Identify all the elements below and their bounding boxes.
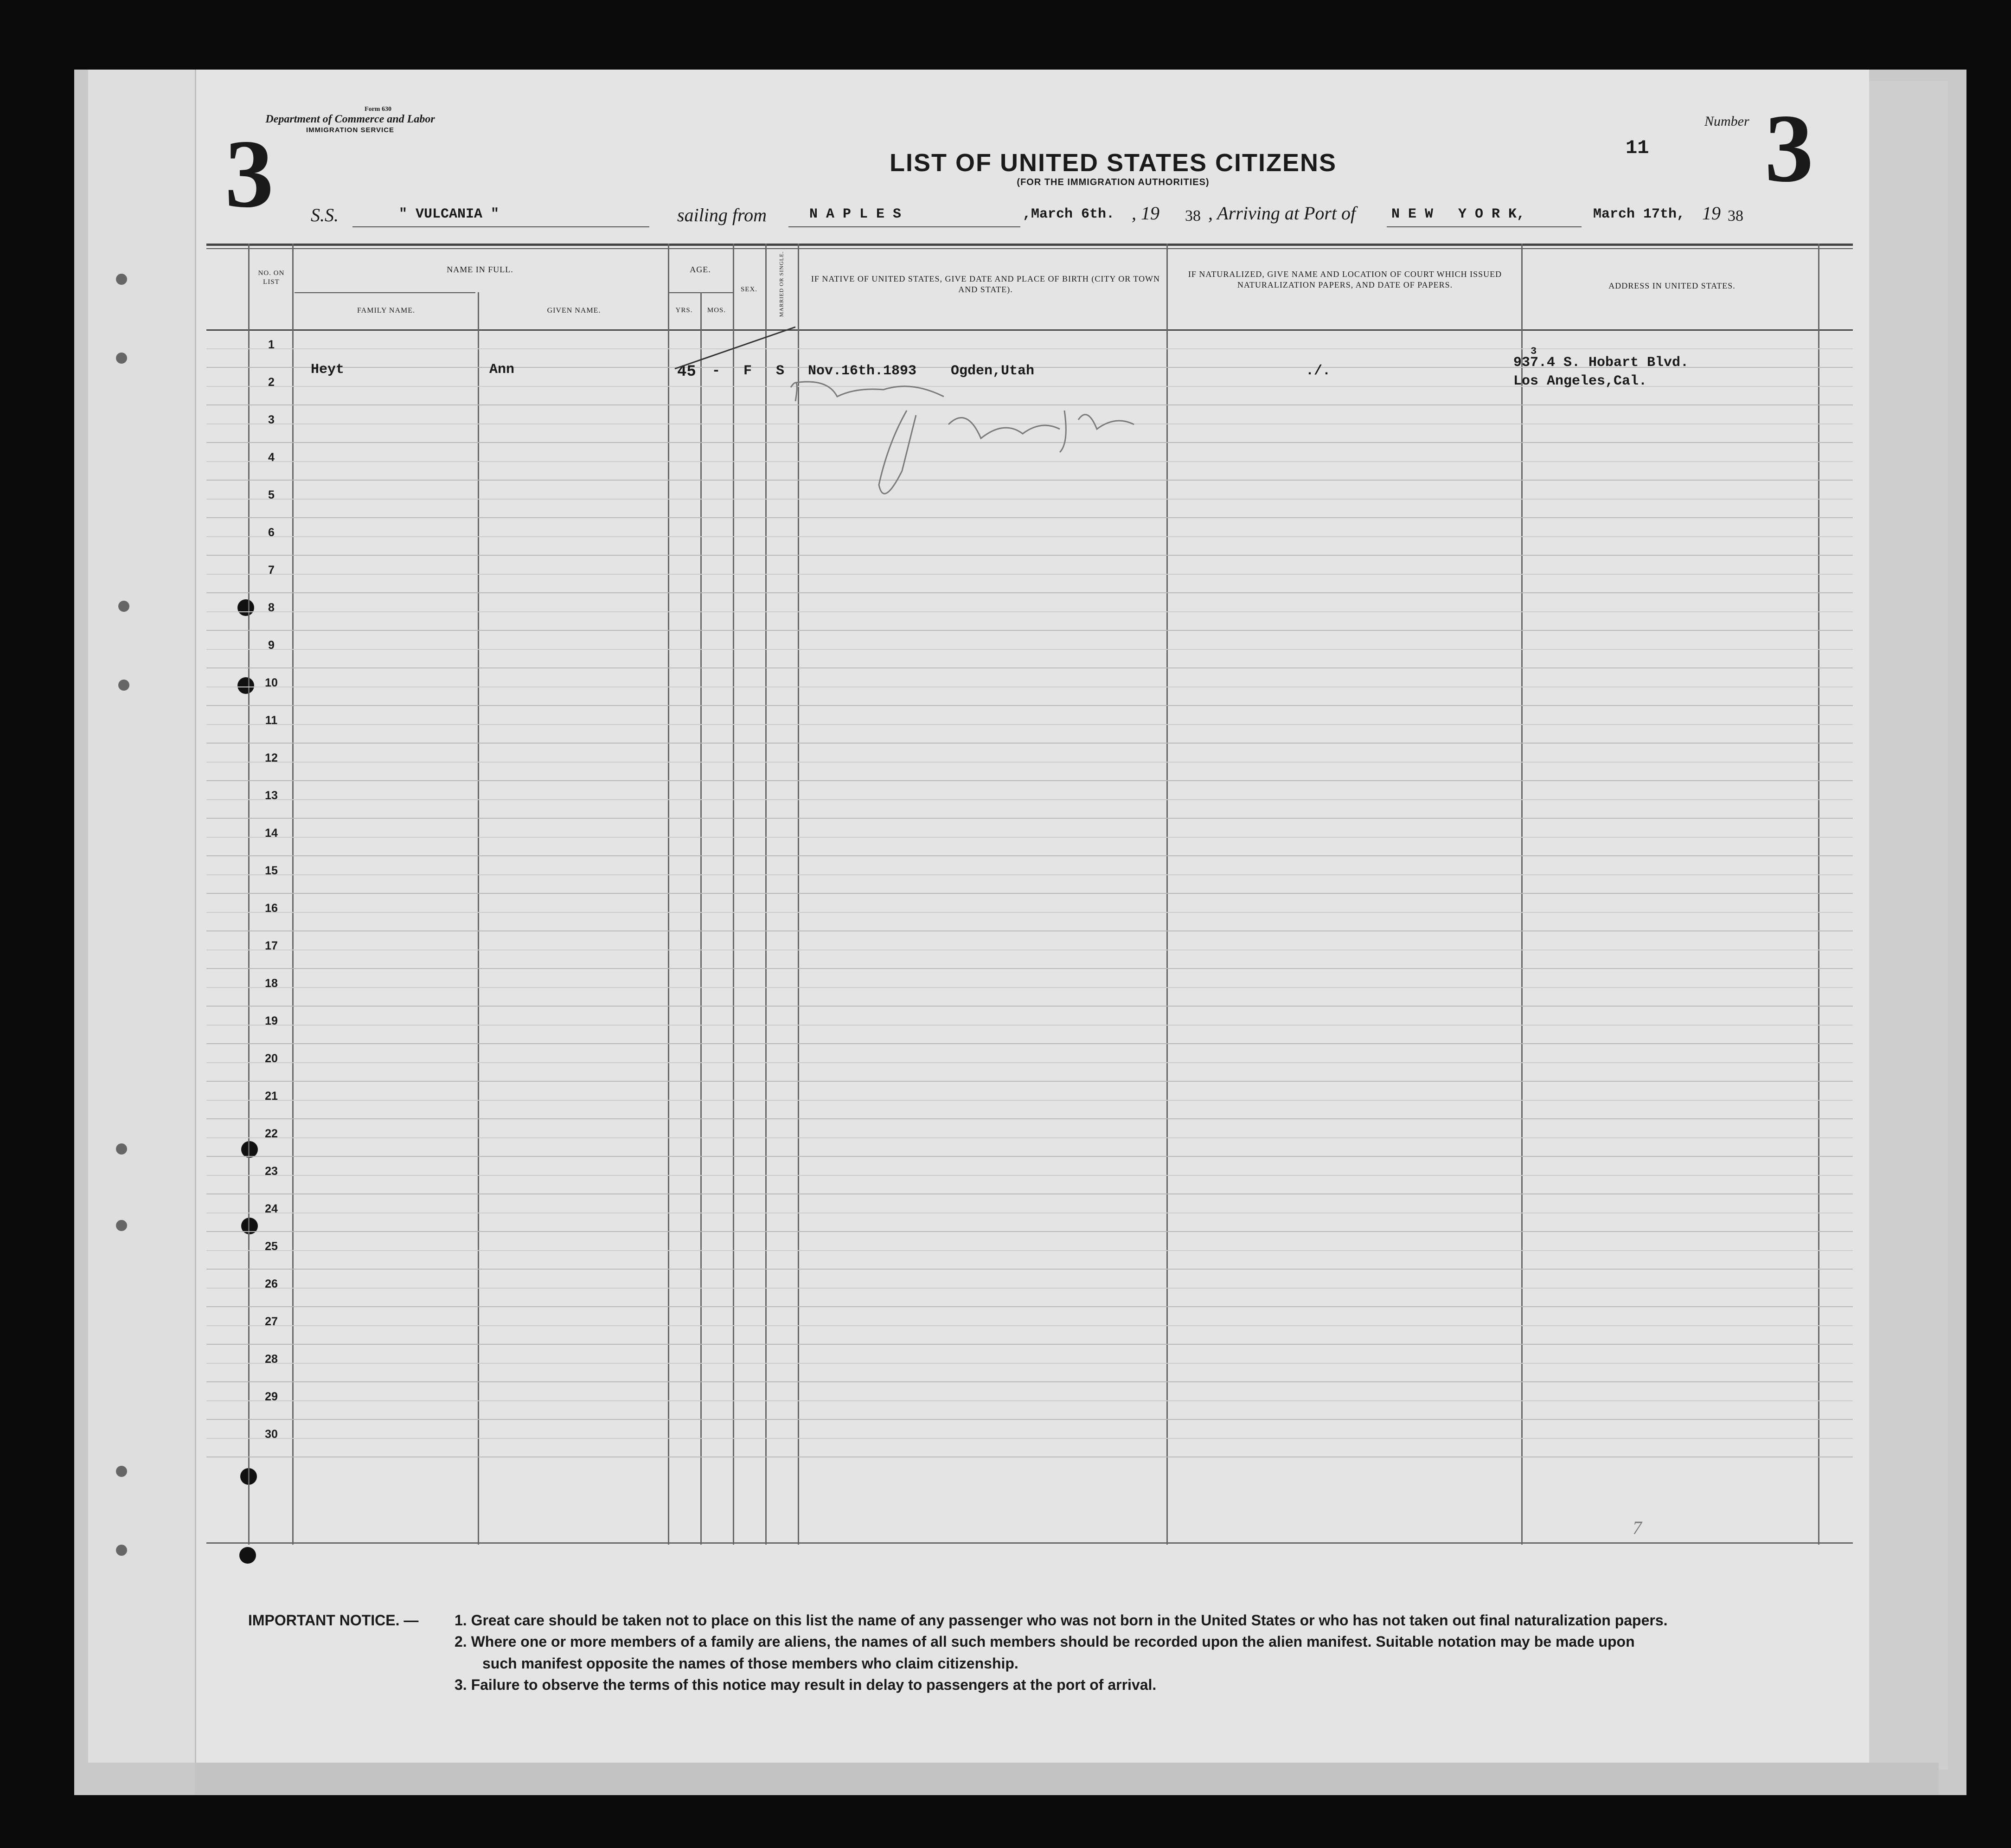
row-mid-rule [206, 874, 1853, 875]
row-mid-rule [206, 1175, 1853, 1176]
form-header-block [248, 106, 452, 134]
row-mid-rule [206, 611, 1853, 612]
row-number: 4 [268, 451, 275, 464]
row-number: 11 [265, 714, 278, 727]
row1-family-name: Heyt [311, 362, 345, 378]
name-subheader-rule [295, 292, 475, 293]
departure-year: 38 [1185, 207, 1201, 225]
row1-address-line2: Los Angeles,Cal. [1513, 373, 1647, 389]
punch-hole [118, 601, 129, 612]
row-mid-rule [206, 1363, 1853, 1364]
row-mid-rule [206, 1400, 1853, 1401]
row-rule [206, 968, 1853, 969]
col-head-married-or-single: MARRIED OR SINGLE. [778, 251, 785, 317]
col-head-naturalized: IF NATURALIZED, GIVE NAME AND LOCATION OF COURT WHICH ISSUED NATURALIZATION PAPERS, AND DATE OF PAPERS. [1188, 270, 1502, 289]
notice-item-2a: 2. Where one or more members of a family are aliens, the names of all such members should be recorded upon the alien manifest. Suitable notation may be made upon [455, 1633, 1635, 1650]
row-number: 5 [268, 488, 275, 501]
row-number: 15 [265, 864, 278, 877]
list-page-number: 11 [1626, 137, 1649, 159]
row-rule [206, 630, 1853, 631]
row-rule [206, 930, 1853, 931]
col-divider [248, 244, 250, 1545]
row-number: 22 [265, 1127, 278, 1140]
row-number: 17 [265, 939, 278, 952]
row-mid-rule [206, 1062, 1853, 1063]
binding-strip [88, 70, 196, 1763]
departure-port: N A P L E S [809, 206, 902, 222]
immigration-service: IMMIGRATION SERVICE [306, 126, 395, 134]
pencil-signature [763, 369, 1153, 508]
row-rule [206, 555, 1853, 556]
col-divider [1166, 244, 1168, 1545]
col-head-no-on-list: NO. ON LIST [258, 270, 285, 286]
col-divider [1521, 244, 1523, 1545]
row-mid-rule [206, 1025, 1853, 1026]
row-mid-rule [206, 1438, 1853, 1439]
row-rule [206, 1156, 1853, 1157]
row-number: 21 [265, 1090, 278, 1103]
row-number: 25 [265, 1240, 278, 1253]
arriving-label: , Arriving at Port of [1208, 203, 1356, 224]
col-head-name-in-full: NAME IN FULL. [447, 265, 513, 274]
col-divider [733, 244, 734, 1545]
arrival-date: March 17th, [1593, 206, 1685, 222]
row-mid-rule [206, 1100, 1853, 1101]
col-divider [1818, 244, 1819, 1545]
punch-hole [116, 1545, 127, 1556]
notice-item-3: 3. Failure to observe the terms of this notice may result in delay to passengers at the port of arrival. [455, 1676, 1157, 1694]
col-head-mos: MOS. [707, 307, 726, 314]
row-rule [206, 667, 1853, 668]
arrival-port-line [1387, 226, 1582, 227]
row1-naturalized: ./. [1306, 363, 1331, 379]
row1-address-note: 3 [1531, 346, 1537, 357]
row-rule [206, 818, 1853, 819]
row-number: 13 [265, 789, 278, 802]
col-head-age: AGE. [690, 265, 711, 274]
row-rule [206, 780, 1853, 781]
row-rule [206, 1381, 1853, 1382]
form-number: Form 630 [365, 106, 391, 113]
row-number: 3 [268, 413, 275, 426]
notice-label: IMPORTANT NOTICE. — [248, 1612, 419, 1629]
punch-hole [116, 353, 127, 364]
row-mid-rule [206, 649, 1853, 650]
row-rule [206, 705, 1853, 706]
col-head-address: ADDRESS IN UNITED STATES. [1608, 281, 1736, 290]
row-mid-rule [206, 912, 1853, 913]
row-mid-rule [206, 536, 1853, 537]
arrival-year: 38 [1728, 207, 1743, 225]
ship-name-line [352, 226, 649, 227]
row-mid-rule [206, 724, 1853, 725]
departure-port-line [788, 226, 1020, 227]
sheet-number-left: 3 [225, 120, 274, 228]
page-edge-bottom [195, 1763, 1939, 1795]
row-number: 10 [265, 676, 278, 689]
col-head-yrs: YRS. [675, 307, 693, 314]
row-number: 30 [265, 1428, 278, 1441]
manifest-table [206, 244, 1853, 1545]
row-mid-rule [206, 762, 1853, 763]
row-rule [206, 1344, 1853, 1345]
punch-hole [116, 1143, 127, 1155]
row-rule [206, 592, 1853, 593]
col-divider [668, 244, 669, 1545]
header-bottom-rule [206, 329, 1853, 331]
row-number: 29 [265, 1390, 278, 1403]
row1-age-yrs: 45 [677, 363, 696, 381]
bottom-pencil-mark: 7 [1633, 1517, 1642, 1538]
number-label: Number [1704, 114, 1749, 129]
col-head-native-birth: IF NATIVE OF UNITED STATES, GIVE DATE AND PLACE OF BIRTH (CITY OR TOWN AND STATE). [811, 274, 1160, 294]
row-number: 12 [265, 751, 278, 764]
departure-year-prefix: , 19 [1132, 203, 1159, 224]
row1-birth-date: Nov.16th.1893 [808, 363, 917, 379]
page-edge-right [1869, 81, 1948, 1770]
col-head-family-name: FAMILY NAME. [357, 307, 416, 314]
arrival-year-prefix: 19 [1702, 203, 1721, 224]
row1-birth-place: Ogden,Utah [951, 363, 1035, 379]
punch-hole [116, 1220, 127, 1231]
notice-item-1: 1. Great care should be taken not to place on this list the name of any passenger who was not born in the United States or who has not taken out final naturalization papers. [455, 1612, 1668, 1629]
ss-label: S.S. [311, 205, 339, 225]
sheet-number-right: 3 [1765, 95, 1813, 202]
row1-sex: F [743, 363, 752, 379]
col-divider [292, 244, 294, 1545]
row-rule [206, 855, 1853, 856]
row-rule [206, 1006, 1853, 1007]
row-number: 23 [265, 1165, 278, 1178]
row-number: 19 [265, 1014, 278, 1027]
row-number: 2 [268, 376, 275, 389]
sailing-from-label: sailing from [677, 205, 767, 225]
row-mid-rule [206, 574, 1853, 575]
row1-given-name: Ann [489, 362, 515, 378]
row-number: 26 [265, 1277, 278, 1290]
row-rule [206, 743, 1853, 744]
title-main: LIST OF UNITED STATES CITIZENS [890, 149, 1337, 177]
row-number: 8 [268, 601, 275, 614]
row-mid-rule [206, 1288, 1853, 1289]
row-rule [206, 1306, 1853, 1307]
row-rule [206, 517, 1853, 518]
row-number: 1 [268, 338, 275, 351]
department-name: Department of Commerce and Labor [265, 113, 435, 126]
row-mid-rule [206, 799, 1853, 800]
row-mid-rule [206, 348, 1853, 349]
row-number: 9 [268, 639, 275, 652]
row-mid-rule [206, 987, 1853, 988]
row-number: 6 [268, 526, 275, 539]
row-rule [206, 1081, 1853, 1082]
row-mid-rule [206, 1325, 1853, 1326]
table-top-rule-2 [206, 248, 1853, 249]
punch-hole [118, 680, 129, 691]
list-title [696, 148, 1531, 188]
title-sub: (FOR THE IMMIGRATION AUTHORITIES) [1017, 177, 1210, 187]
punch-hole [116, 274, 127, 285]
row-rule [206, 1043, 1853, 1044]
row1-age-mos: - [712, 363, 721, 379]
row-number: 14 [265, 827, 278, 840]
notice-items [455, 1610, 1846, 1696]
row-rule [206, 1118, 1853, 1119]
row-mid-rule [206, 837, 1853, 838]
departure-date: ,March 6th. [1023, 206, 1115, 222]
table-bottom-rule [206, 1542, 1853, 1544]
row-rule [206, 893, 1853, 894]
row-number: 7 [268, 564, 275, 577]
row1-address-line1: 937.4 S. Hobart Blvd. [1513, 355, 1689, 371]
table-top-rule [206, 244, 1853, 246]
row-number: 24 [265, 1202, 278, 1215]
col-head-given-name: GIVEN NAME. [547, 307, 601, 314]
col-head-sex: SEX. [740, 286, 758, 293]
punch-hole [116, 1466, 127, 1477]
ship-name: " VULCANIA " [399, 206, 500, 222]
notice-item-2b: such manifest opposite the names of those members who claim citizenship. [482, 1655, 1018, 1672]
row-number: 20 [265, 1052, 278, 1065]
row-number: 16 [265, 902, 278, 915]
punch-hole [239, 1547, 256, 1564]
arrival-port: N E W Y O R K, [1391, 206, 1525, 222]
row-rule [206, 1231, 1853, 1232]
row-number: 28 [265, 1353, 278, 1366]
row-mid-rule [206, 1250, 1853, 1251]
row-number: 27 [265, 1315, 278, 1328]
row1-marital: S [776, 363, 785, 379]
row-rule [206, 1269, 1853, 1270]
row-rule [206, 1419, 1853, 1420]
row-mid-rule [206, 1137, 1853, 1138]
row-number: 18 [265, 977, 278, 990]
